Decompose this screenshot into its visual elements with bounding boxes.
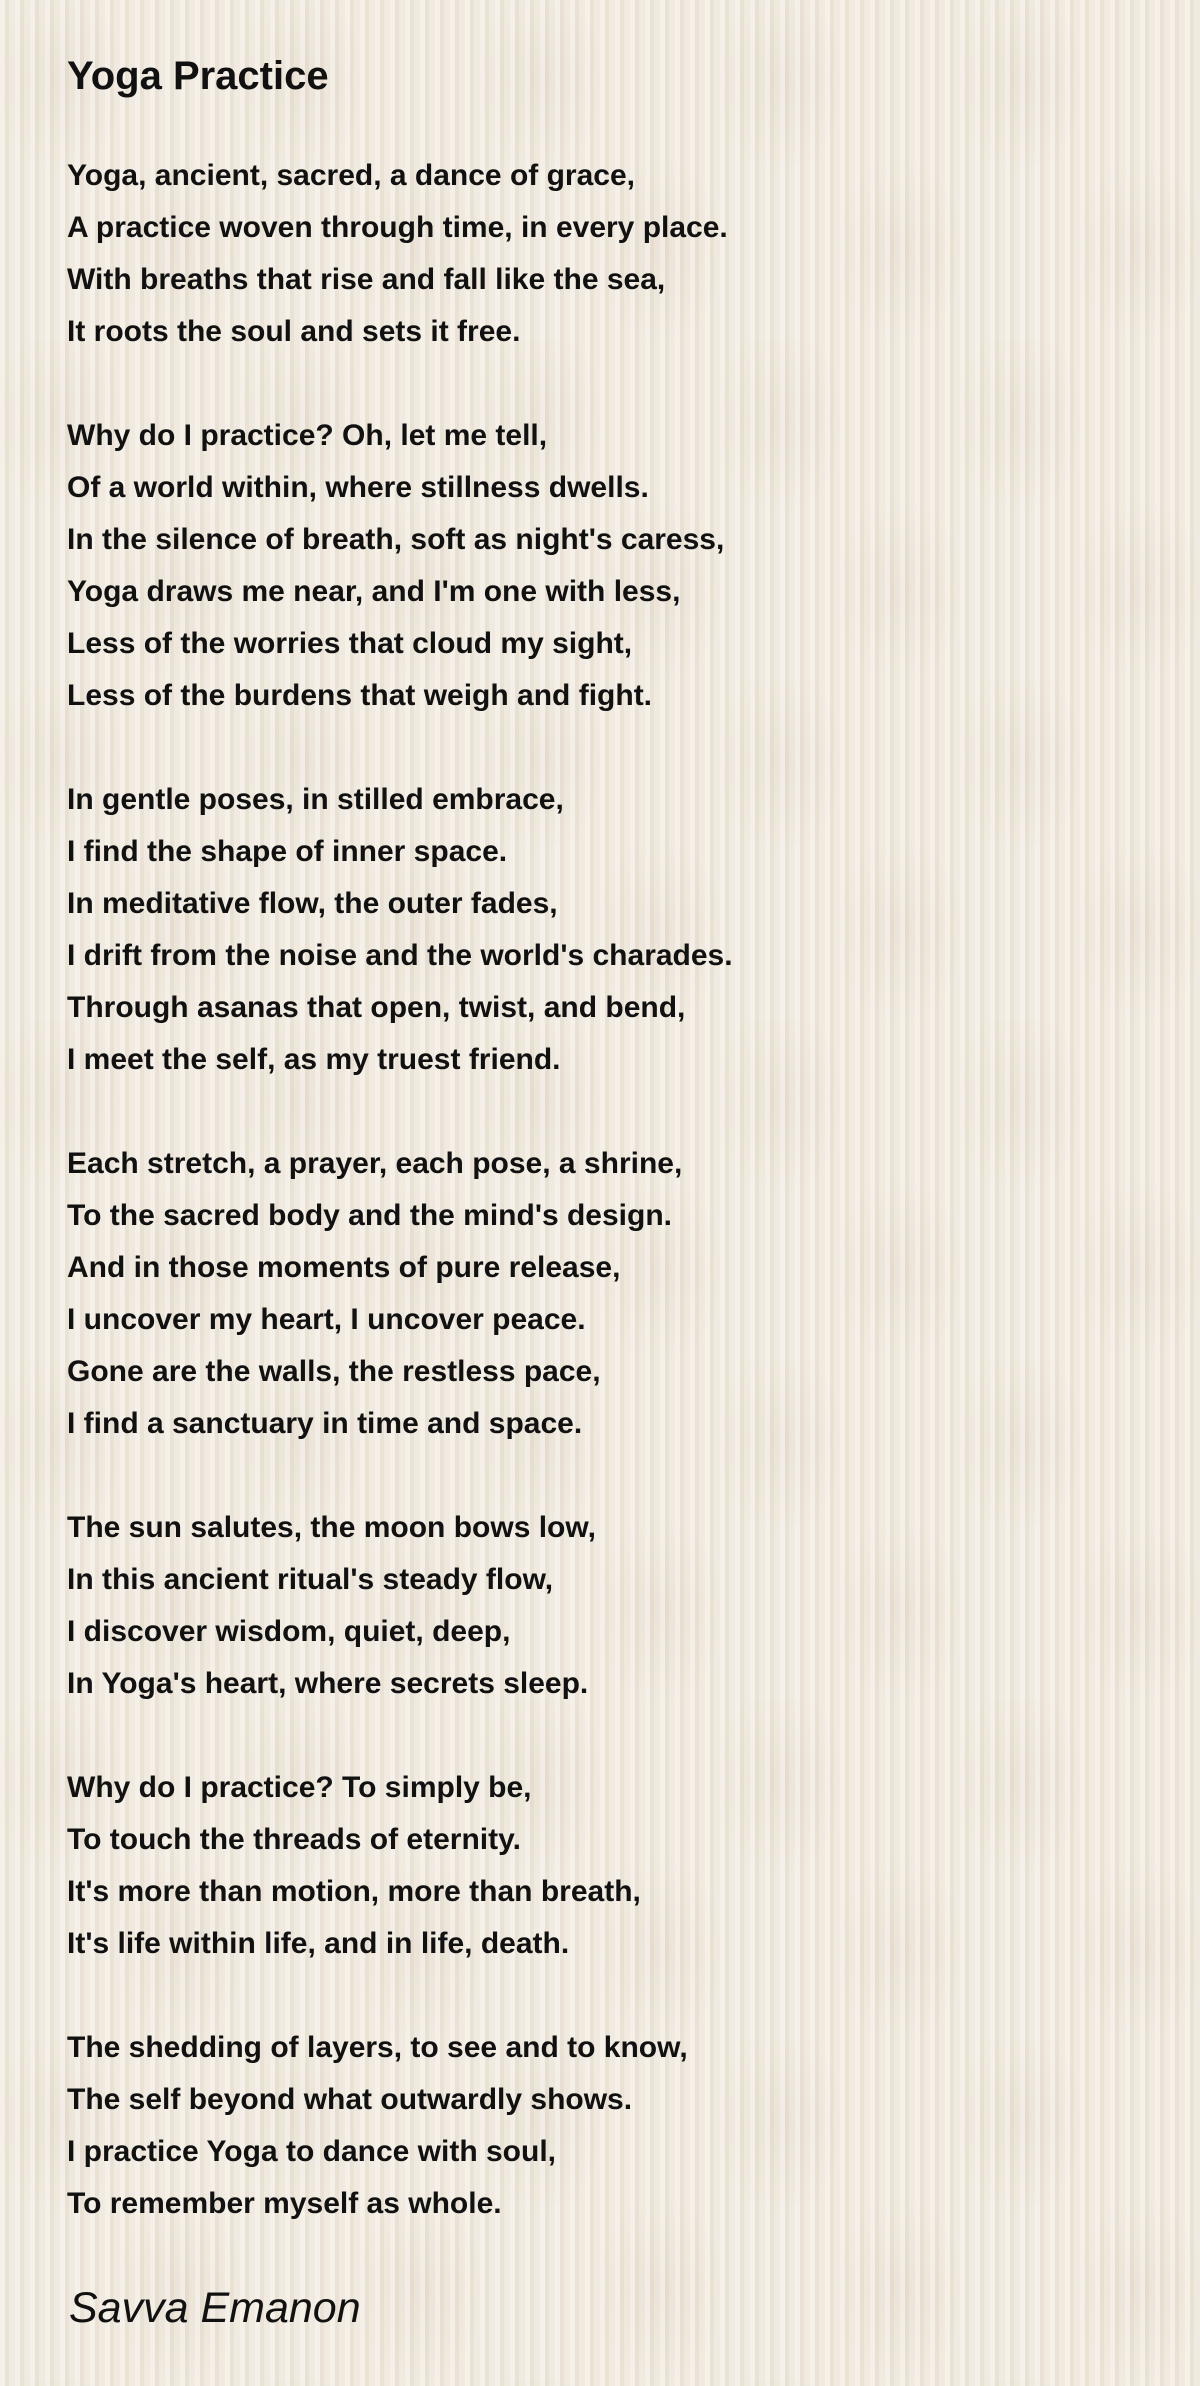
poem-author: Savva Emanon [69, 2284, 361, 2332]
poem-line: Why do I practice? To simply be, [67, 1771, 532, 1804]
poem-line: Why do I practice? Oh, let me tell, [67, 419, 548, 452]
poem-line: Less of the burdens that weigh and fight. [67, 679, 653, 712]
poem-line: It's more than motion, more than breath, [67, 1875, 641, 1908]
stanza-1 [67, 150, 1147, 358]
stanza-6 [67, 1762, 1147, 1970]
poem-line: I meet the self, as my truest friend. [67, 1043, 561, 1076]
poem-line: I discover wisdom, quiet, deep, [67, 1615, 511, 1648]
poem-body [67, 150, 1147, 2282]
poem-line: In meditative flow, the outer fades, [67, 887, 558, 920]
poem-line: Yoga draws me near, and I'm one with less, [67, 575, 681, 608]
poem-line: Less of the worries that cloud my sight, [67, 627, 633, 660]
poem-line: In gentle poses, in stilled embrace, [67, 783, 564, 816]
poem-line: Of a world within, where stillness dwells. [67, 471, 649, 504]
poem-title: Yoga Practice [67, 54, 329, 98]
stanza-7 [67, 2022, 1147, 2230]
poem-line: In Yoga's heart, where secrets sleep. [67, 1667, 589, 1700]
poem-line: I drift from the noise and the world's charades. [67, 939, 733, 972]
poem-line: I practice Yoga to dance with soul, [67, 2135, 556, 2168]
stanza-2 [67, 410, 1147, 722]
poem-line: To the sacred body and the mind's design. [67, 1199, 672, 1232]
poem-line: The sun salutes, the moon bows low, [67, 1511, 596, 1544]
poem-line: Through asanas that open, twist, and bend, [67, 991, 686, 1024]
poem-line: In this ancient ritual's steady flow, [67, 1563, 554, 1596]
poem-line: Gone are the walls, the restless pace, [67, 1355, 601, 1388]
poem-line: Yoga, ancient, sacred, a dance of grace, [67, 159, 635, 192]
poem-line: With breaths that rise and fall like the sea, [67, 263, 666, 296]
poem-line: I find the shape of inner space. [67, 835, 508, 868]
poem-line: To touch the threads of eternity. [67, 1823, 521, 1856]
poem-line: And in those moments of pure release, [67, 1251, 621, 1284]
poem-line: I uncover my heart, I uncover peace. [67, 1303, 586, 1336]
poem-line: Each stretch, a prayer, each pose, a shrine, [67, 1147, 683, 1180]
poem-line: I find a sanctuary in time and space. [67, 1407, 583, 1440]
stanza-5 [67, 1502, 1147, 1710]
stanza-3 [67, 774, 1147, 1086]
stanza-4 [67, 1138, 1147, 1450]
poem-line: To remember myself as whole. [67, 2187, 502, 2220]
poem-line: In the silence of breath, soft as night's caress, [67, 523, 725, 556]
poem-line: It's life within life, and in life, death. [67, 1927, 570, 1960]
poem-line: The self beyond what outwardly shows. [67, 2083, 633, 2116]
poem-line: A practice woven through time, in every place. [67, 211, 728, 244]
poem-line: The shedding of layers, to see and to know, [67, 2031, 688, 2064]
poem-line: It roots the soul and sets it free. [67, 315, 521, 348]
